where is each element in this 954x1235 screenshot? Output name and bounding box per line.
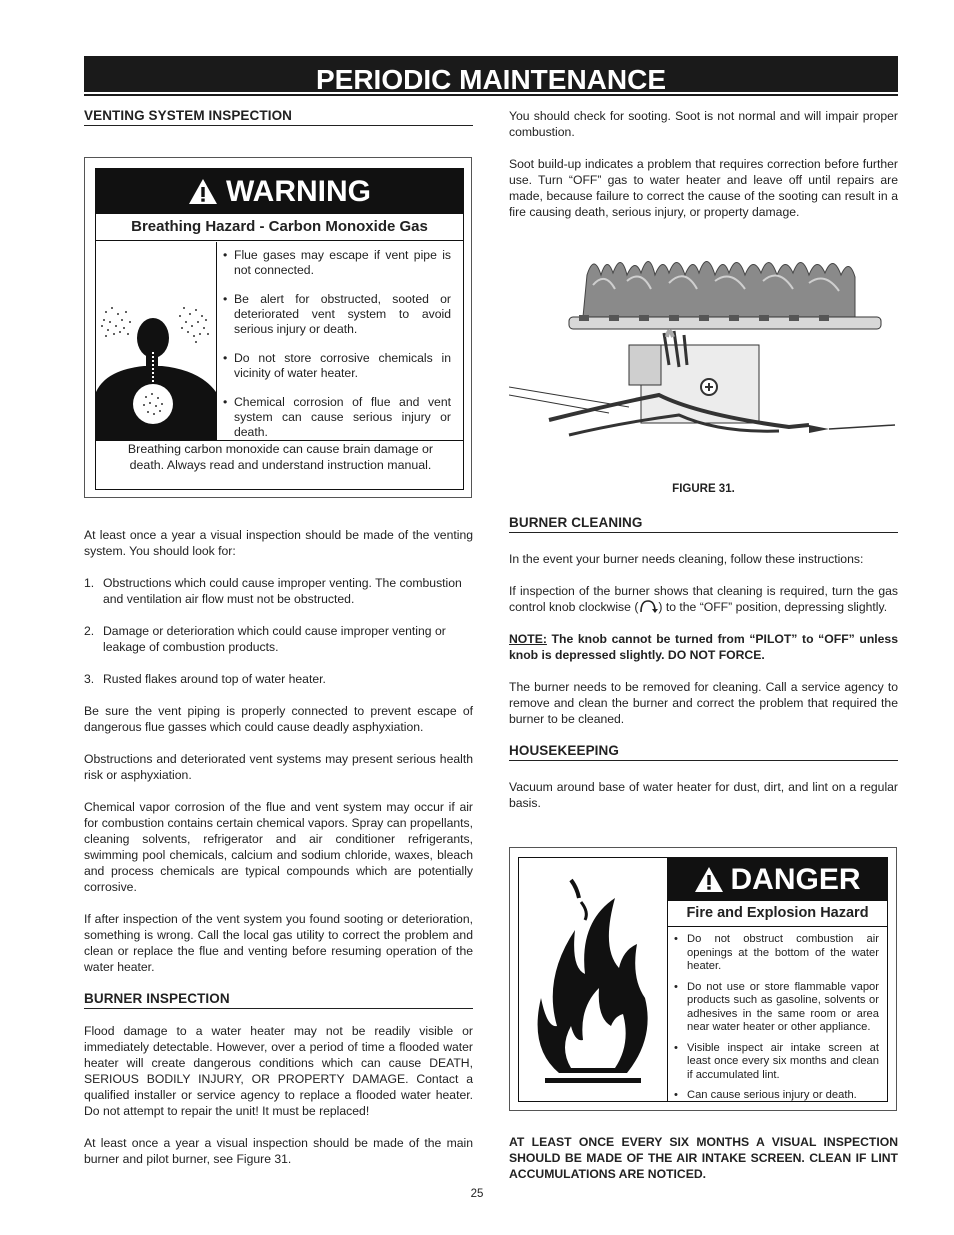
list-item: 3. Rusted flakes around top of water heater.: [84, 672, 326, 686]
list-item: • Chemical corrosion of flue and vent system can cause serious injury or death.: [223, 395, 451, 439]
title-rule: [84, 94, 898, 96]
danger-bullet-list: [668, 927, 887, 1103]
paragraph: In the event your burner needs cleaning, follow these instructions:: [509, 552, 864, 566]
right-column-top: [509, 108, 898, 236]
warning-header: [96, 169, 463, 214]
paragraph: Flood damage to a water heater may not be readily visible or immediately detectable. However, over a period of time a flooded water heater will create dangerous conditions which can cause DEATH, SERIOUS BODILY INJURY, OR PROPERTY DAMAGE. Contact a qualified installer or service agency to replace a flooded water heater. Do not attempt to repair the unit! It must be replaced!: [84, 1024, 473, 1118]
list-item: • Flue gases may escape if vent pipe is not connected.: [223, 248, 451, 277]
warning-footer: Breathing carbon monoxide can cause brain damage or death. Always read and understand instruction manual.: [127, 442, 434, 472]
danger-header: [668, 858, 887, 901]
carbon-monoxide-pictogram: [96, 242, 217, 440]
paragraph: Soot build-up indicates a problem that requires correction before further use. Turn “OFF” gas to water heater and leave off until repairs are made, because failure to correct the cause of the sooting can result in a fire causing death, serious injury, or property damage.: [509, 157, 898, 219]
left-column-body: [84, 527, 473, 1183]
list-item: • Visible inspect air intake screen at least once every six months and clean if accumulated lint.: [674, 1041, 879, 1081]
warning-subtitle: Breathing Hazard - Carbon Monoxide Gas: [96, 214, 463, 241]
fire-pictogram: [519, 858, 668, 1101]
note-label: NOTE:: [509, 632, 547, 646]
warning-label: [84, 157, 472, 498]
paragraph: Chemical vapor corrosion of the flue and vent system may occur if air for combustion contains certain chemical vapors. Spray can propellants, cleaning solvents, refrigerator and air conditioner refrigerants, swimming pool chemicals, calcium and sodium chloride, waxes, bleach and process chemicals are typical compounds which are potentially corrosive.: [84, 800, 473, 894]
figure-31-burner-illustration: [509, 245, 898, 450]
figure-caption: FIGURE 31.: [672, 483, 735, 495]
danger-title: DANGER: [730, 862, 861, 896]
warning-triangle-icon: [188, 178, 218, 205]
list-item: • Be alert for obstructed, sooted or deteriorated vent system to avoid serious injury or death.: [223, 292, 451, 336]
paragraph: You should check for sooting. Soot is not normal and will impair proper combustion.: [509, 109, 898, 139]
paragraph: At least once a year a visual inspection should be made of the venting system. You should look for:: [84, 528, 473, 558]
housekeeping-heading: HOUSEKEEPING: [509, 743, 898, 761]
list-item: • Can cause serious injury or death.: [674, 1089, 857, 1101]
paragraph: Vacuum around base of water heater for dust, dirt, and lint on a regular basis.: [509, 780, 898, 810]
burner-inspection-heading: BURNER INSPECTION: [84, 991, 473, 1009]
right-column-middle: [509, 515, 898, 827]
page-number: 25: [470, 1188, 484, 1200]
list-item: • Do not use or store flammable vapor products such as gasoline, solvents or adhesives in the same room or area near water heater or other appliance.: [674, 980, 879, 1033]
paragraph: If inspection of the burner shows that cleaning is required, turn the gas control knob clockwise ( ) to the “OFF” position, depressing slightly.: [509, 584, 898, 614]
paragraph: If after inspection of the vent system you found sooting or deterioration, something is wrong. Call the local gas utility to correct the problem and clean or replace the flue and venting before resuming operation of the water heater.: [84, 912, 473, 974]
warning-bullet-list: [223, 248, 451, 454]
venting-heading: VENTING SYSTEM INSPECTION: [84, 108, 473, 126]
left-column: [84, 108, 473, 126]
warning-triangle-icon: [694, 866, 724, 893]
page-title: PERIODIC MAINTENANCE: [315, 64, 666, 92]
note-paragraph: NOTE: The knob cannot be turned from “PILOT” to “OFF” unless knob is depressed slightly. DO NOT FORCE.: [509, 632, 898, 662]
paragraph: Obstructions and deteriorated vent systems may present serious health risk or asphyxiation.: [84, 752, 473, 782]
paragraph: The burner needs to be removed for cleaning. Call a service agency to remove and clean the burner and correct the problem that required the burner to be cleaned.: [509, 680, 898, 726]
paragraph: Be sure the vent piping is properly connected to prevent escape of dangerous flue gasses which could cause deadly asphyxiation.: [84, 704, 473, 734]
burner-cleaning-heading: BURNER CLEANING: [509, 515, 898, 533]
air-intake-notice: AT LEAST ONCE EVERY SIX MONTHS A VISUAL INSPECTION SHOULD BE MADE OF THE AIR INTAKE SCREEN. CLEAN IF LINT ACCUMULATIONS ARE NOTICED.: [509, 1135, 898, 1181]
paragraph: At least once a year a visual inspection should be made of the main burner and pilot burner, see Figure 31.: [84, 1136, 473, 1166]
danger-label: [509, 847, 897, 1111]
list-item: 2. Damage or deterioration which could cause improper venting or leakage of combustion products.: [84, 624, 446, 654]
list-item: • Do not obstruct combustion air openings at the bottom of the water heater.: [674, 933, 879, 972]
list-item: 1. Obstructions which could cause improper venting. The combustion and ventilation air flow must not be obstructed.: [84, 576, 462, 606]
warning-title: WARNING: [226, 174, 371, 208]
list-item: • Do not store corrosive chemicals in vicinity of water heater.: [223, 351, 451, 380]
page-title-banner: [84, 56, 898, 92]
clockwise-arrow-icon: [638, 599, 658, 613]
danger-subtitle: Fire and Explosion Hazard: [668, 901, 887, 927]
